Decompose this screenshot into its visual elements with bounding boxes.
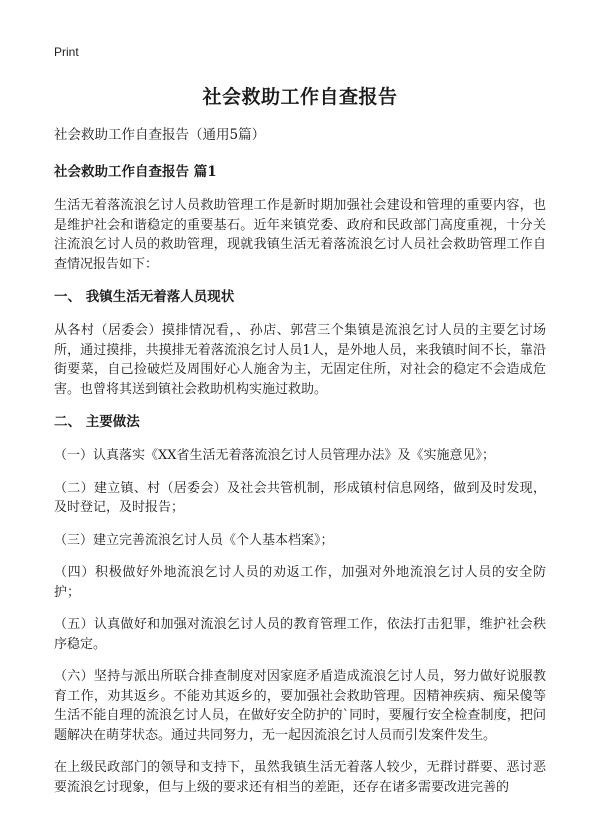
document-subtitle: 社会救助工作自查报告（通用5篇）	[54, 127, 266, 143]
practice-item-1: （一）认真落实《XX省生活无着落流浪乞讨人员管理办法》及《实施意见》；	[54, 448, 496, 463]
practice-item-2: （二）建立镇、村（居委会）及社会共管机制，形成镇村信息网络，做到及时发现，及时登记，及时报告；	[54, 480, 546, 515]
print-label[interactable]: Print	[54, 45, 79, 59]
intro-paragraph: 生活无着落流浪乞讨人员救助管理工作是新时期加强社会建设和管理的重要内容，也是维护社会和谐稳定的重要基石。近年来镇党委、政府和民政部门高度重视，十分关注流浪乞讨人员的救助管理，现就我镇生活无着落流浪乞讨人员社会救助管理工作自查情况报告如下：	[54, 198, 546, 272]
section-heading-current-status: 一、 我镇生活无着落人员现状	[54, 289, 235, 305]
practice-item-6: （六）坚持与派出所联合排查制度对因家庭矛盾造成流浪乞讨人员，努力做好说服教育工作，劝其返乡。不能劝其返乡的，要加强社会救助管理。因精神疾病、痴呆傻等生活不能自理的流浪乞讨人员，在做好安全防护的`同时，要履行安全检查制度，把问题解决在萌芽状态。通过共同努力，无一起因流浪乞讨人员而引发案件发生。	[54, 669, 546, 743]
current-status-paragraph: 从各村（居委会）摸排情况看，、孙店、郭营三个集镇是流浪乞讨人员的主要乞讨场所，通过摸排，共摸排无着落流浪乞讨人员1人，是外地人员，来我镇时间不长，靠沿街要菜，自己捡破烂及周围好心人施舍为主，无固定住所，对社会的稳定不会造成危害。也曾将其送到镇社会救助机构实施过救助。	[54, 323, 546, 397]
document-title: 社会救助工作自查报告	[202, 86, 398, 108]
practice-item-5: （五）认真做好和加强对流浪乞讨人员的教育管理工作，依法打击犯罪，维护社会秩序稳定。	[54, 617, 546, 652]
practice-item-3: （三）建立完善流浪乞讨人员《个人基本档案》；	[54, 532, 334, 548]
article-heading: 社会救助工作自查报告 篇1	[54, 164, 217, 180]
closing-paragraph: 在上级民政部门的领导和支持下，虽然我镇生活无着落人较少，无群讨群要、恶讨恶要流浪乞讨现象，但与上级的要求还有相当的差距，还存在诸多需要改进完善的	[54, 760, 546, 795]
section-heading-main-practices: 二、 主要做法	[54, 414, 140, 430]
practice-item-4: （四）积极做好外地流浪乞讨人员的劝返工作，加强对外地流浪乞讨人员的安全防护；	[54, 565, 546, 600]
